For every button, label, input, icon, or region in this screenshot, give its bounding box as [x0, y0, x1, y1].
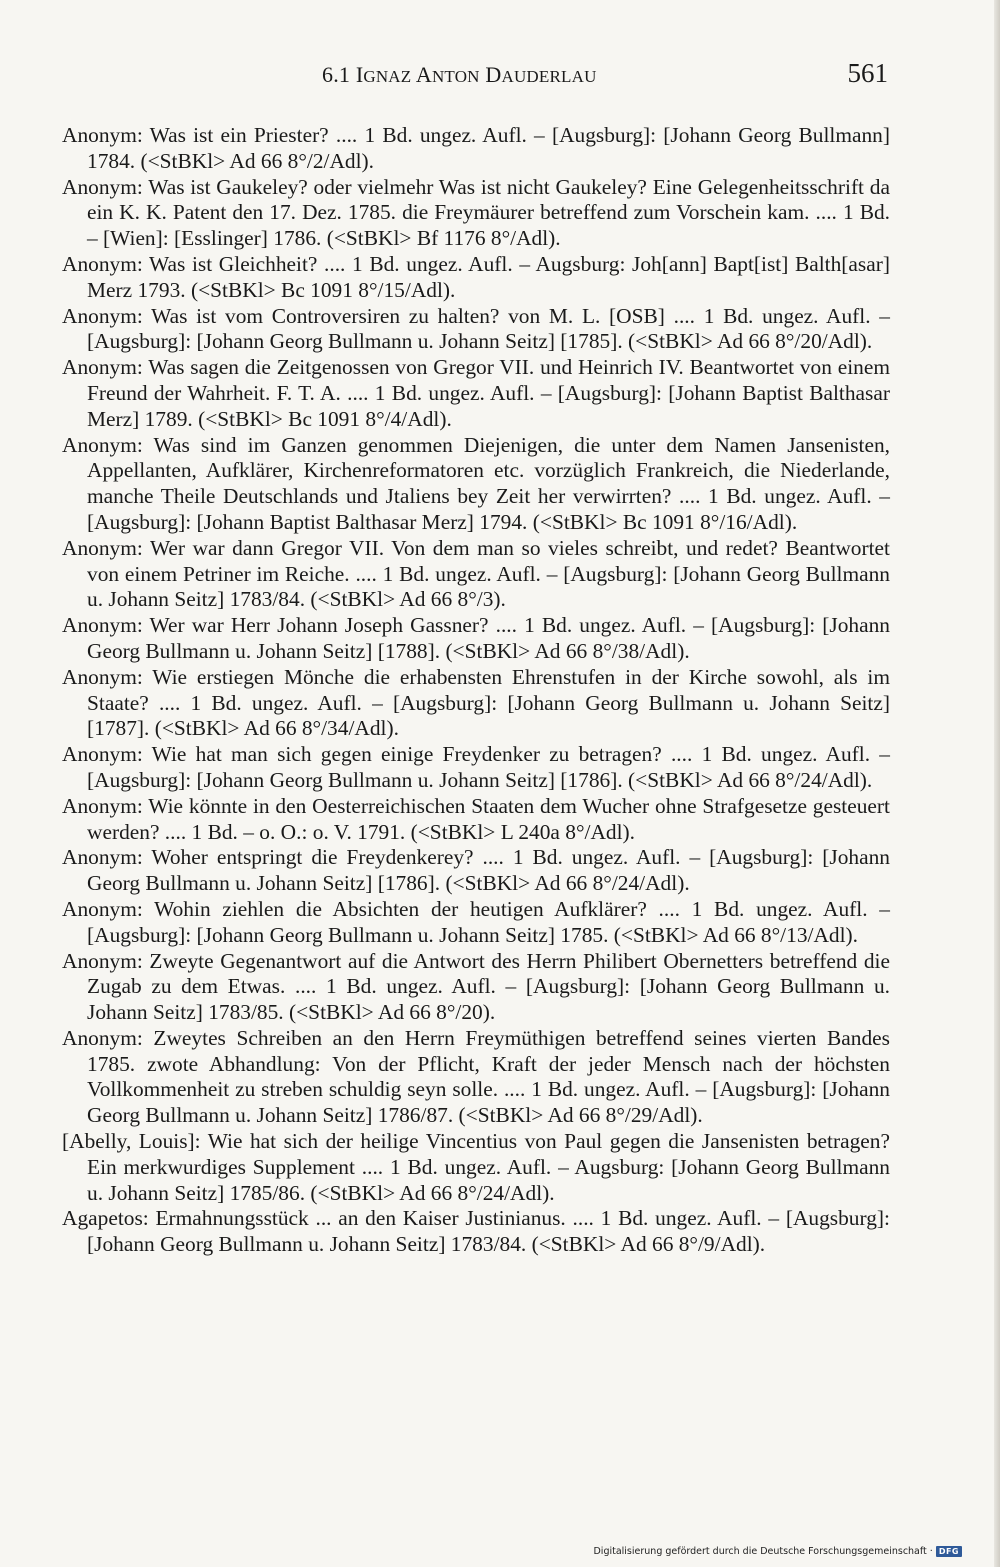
digitization-credit: [593, 1546, 962, 1557]
bibliography-entry: Anonym: Was ist Gleichheit? .... 1 Bd. ungez. Aufl. – Augsburg: Joh[ann] Bapt[ist] Balth[asar] Merz 1793. (<StBKl> Bc 1091 8°/15/Adl).: [62, 251, 890, 302]
bibliography-entry: Agapetos: Ermahnungsstück ... an den Kaiser Justinianus. .... 1 Bd. ungez. Aufl. – [Augsburg]: [Johann Georg Bullmann u. Johann Seitz] 1783/84. (<StBKl> Ad 66 8°/9/Adl).: [62, 1206, 890, 1257]
running-head: [0, 58, 1000, 98]
bibliography-list: [62, 123, 890, 1258]
bibliography-entry: Anonym: Wie erstiegen Mönche die erhabensten Ehrenstufen in der Kirche sowohl, als im Staate? .... 1 Bd. ungez. Aufl. – [Augsburg]: [Johann Georg Bullmann u. Johann Seitz] [1787]. (<StBKl> Ad 66 8°/34/Adl).: [62, 664, 890, 741]
section-number: 6.1: [322, 62, 351, 87]
bibliography-entry: [Abelly, Louis]: Wie hat sich der heilige Vincentius von Paul gegen die Jansenisten betragen? Ein merkwurdiges Supplement .... 1 Bd. ungez. Aufl. – Augsburg: [Johann Georg Bullmann u. Johann Seitz] 1785/86. (<StBKl> Ad 66 8°/24/Adl).: [62, 1129, 890, 1205]
bibliography-entry: Anonym: Zweyte Gegenantwort auf die Antwort des Herrn Philibert Obernetters betreffend die Zugab zu dem Etwas. .... 1 Bd. ungez. Aufl. – [Augsburg]: [Johann Georg Bullmann u. Johann Seitz] 1783/85. (<StBKl> Ad 66 8°/20).: [62, 948, 890, 1025]
bibliography-entry: Anonym: Woher entspringt die Freydenkerey? .... 1 Bd. ungez. Aufl. – [Augsburg]: [Johann Georg Bullmann u. Johann Seitz] [1786]. (<StBKl> Ad 66 8°/24/Adl).: [62, 845, 890, 896]
bibliography-entry: Anonym: Was ist vom Controversiren zu halten? von M. L. [OSB] .... 1 Bd. ungez. Aufl. – [Augsburg]: [Johann Georg Bullmann u. Johann Seitz] [1785]. (<StBKl> Ad 66 8°/20/Adl).: [62, 303, 890, 354]
section-name: IGNAZ ANTON DAUDERLAU: [355, 62, 597, 87]
bibliography-entry: Anonym: Wie hat man sich gegen einige Freydenker zu betragen? .... 1 Bd. ungez. Aufl. – [Augsburg]: [Johann Georg Bullmann u. Johann Seitz] [1786]. (<StBKl> Ad 66 8°/24/Adl).: [62, 742, 890, 792]
dfg-logo-icon: DFG: [936, 1546, 962, 1557]
bibliography-entry: Anonym: Wer war Herr Johann Joseph Gassner? .... 1 Bd. ungez. Aufl. – [Augsburg]: [Johann Georg Bullmann u. Johann Seitz] [1788]. (<StBKl> Ad 66 8°/38/Adl).: [62, 613, 890, 663]
bibliography-entry: Anonym: Was ist ein Priester? .... 1 Bd. ungez. Aufl. – [Augsburg]: [Johann Georg Bullmann] 1784. (<StBKl> Ad 66 8°/2/Adl).: [62, 123, 890, 173]
page-edge: [994, 0, 1000, 1567]
bibliography-entry: Anonym: Wer war dann Gregor VII. Von dem man so vieles schreibt, und redet? Beantwortet von einem Petriner im Reiche. .... 1 Bd. ungez. Aufl. – [Augsburg]: [Johann Georg Bullmann u. Johann Seitz] 1783/84. (<StBKl> Ad 66 8°/3).: [62, 535, 890, 612]
bibliography-entry: Anonym: Was sagen die Zeitgenossen von Gregor VII. und Heinrich IV. Beantwortet von einem Freund der Wahrheit. F. T. A. .... 1 Bd. ungez. Aufl. – [Augsburg]: [Johann Baptist Balthasar Merz] 1789. (<StBKl> Bc 1091 8°/4/Adl).: [62, 355, 890, 431]
section-title: [322, 62, 597, 88]
page-number: 561: [847, 58, 888, 88]
bibliography-entry: Anonym: Wie könnte in den Oesterreichischen Staaten dem Wucher ohne Strafgesetze gesteuert werden? .... 1 Bd. – o. O.: o. V. 1791. (<StBKl> L 240a 8°/Adl).: [62, 793, 890, 844]
bibliography-entry: Anonym: Was ist Gaukeley? oder vielmehr Was ist nicht Gaukeley? Eine Gelegenheitsschrift da ein K. K. Patent den 17. Dez. 1785. die Freymäurer betreffend zum Vorschein kam. .... 1 Bd. – [Wien]: [Esslinger] 1786. (<StBKl> Bf 1176 8°/Adl).: [62, 174, 890, 251]
bibliography-entry: Anonym: Zweytes Schreiben an den Herrn Freymüthigen betreffend seines vierten Bandes 1785. zwote Abhandlung: Von der Pflicht, Kraft der jeder Mensch nach der höchsten Vollkommenheit zu streben schuldig seyn solle. .... 1 Bd. ungez. Aufl. – [Augsburg]: [Johann Georg Bullmann u. Johann Seitz] 1786/87. (<StBKl> Ad 66 8°/29/Adl).: [62, 1025, 890, 1128]
bibliography-entry: Anonym: Wohin ziehlen die Absichten der heutigen Aufklärer? .... 1 Bd. ungez. Aufl. – [Augsburg]: [Johann Georg Bullmann u. Johann Seitz] 1785. (<StBKl> Ad 66 8°/13/Adl).: [62, 896, 890, 947]
credit-text: Digitalisierung gefördert durch die Deutsche Forschungsgemeinschaft ·: [593, 1546, 933, 1557]
bibliography-entry: Anonym: Was sind im Ganzen genommen Diejenigen, die unter dem Namen Jansenisten, Appellanten, Aufklärer, Kirchenreformatoren etc. vorzüglich Frankreich, die Niederlande, manche Theile Deutschlands und Jtaliens bey Zeit her verwirrten? .... 1 Bd. ungez. Aufl. – [Augsburg]: [Johann Baptist Balthasar Merz] 1794. (<StBKl> Bc 1091 8°/16/Adl).: [62, 432, 890, 534]
